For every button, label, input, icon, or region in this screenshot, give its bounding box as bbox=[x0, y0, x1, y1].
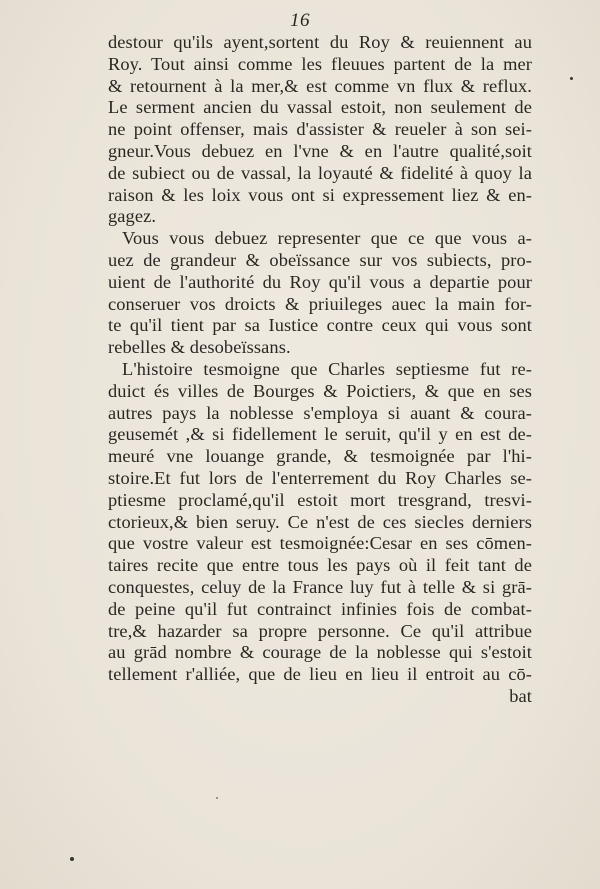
text-line: rebelles & desobeïssans. bbox=[108, 337, 291, 358]
text-line: conseruer vos droicts & priuileges auec la main for- bbox=[108, 293, 532, 314]
text-line: meuré vne louange grande, & tesmoignée par l'hi- bbox=[108, 446, 532, 467]
body-text bbox=[108, 32, 532, 708]
text-line: taires recite que entre tous les pays où il feit tant de bbox=[108, 555, 532, 576]
page-number: 16 bbox=[290, 10, 310, 31]
text-line: Roy. Tout ainsi comme les fleuues partent de la mer bbox=[108, 53, 532, 74]
text-line: tre,& hazarder sa propre personne. Ce qu'il attribue bbox=[108, 620, 532, 641]
text-line: de subiect ou de vassal, la loyauté & fidelité à quoy la bbox=[108, 162, 532, 183]
text-line: autres pays la noblesse s'employa si auant & coura- bbox=[108, 402, 532, 423]
catchword-line bbox=[108, 686, 532, 708]
text-line: raison & les loix vous ont si expressement liez & en- bbox=[108, 184, 532, 205]
text-line: stoire.Et fut lors de l'enterrement du Roy Charles se- bbox=[108, 467, 532, 488]
text-line: gagez. bbox=[108, 206, 157, 227]
text-line: que vostre valeur est tesmoignée:Cesar en ses cōmen- bbox=[108, 533, 532, 554]
text-line: au grād nombre & courage de la noblesse qui s'estoit bbox=[108, 642, 532, 663]
text-line: ctorieux,& bien seruy. Ce n'est de ces siecles derniers bbox=[108, 511, 532, 532]
text-line: ptiesme proclamé,qu'il estoit mort tresgrand, tresvi- bbox=[108, 489, 532, 510]
text-line: uient de l'authorité du Roy qu'il vous a departie pour bbox=[108, 271, 532, 292]
text-line: Vous vous debuez representer que ce que vous a- bbox=[122, 228, 532, 249]
text-line: destour qu'ils ayent,sortent du Roy & reuiennent au bbox=[108, 32, 532, 52]
catchword: bat bbox=[509, 685, 532, 706]
text-line: gneur.Vous debuez en l'vne & en l'autre qualité,soit bbox=[108, 140, 532, 161]
text-line: uez de grandeur & obeïssance sur vos subiects, pro- bbox=[108, 249, 532, 270]
text-line: geusemét ,& si fidellement le seruit, qu'il y en est de- bbox=[108, 424, 532, 445]
text-line: Le serment ancien du vassal estoit, non seulement de bbox=[108, 97, 532, 118]
text-line: ne point offenser, mais d'assister & reueler à son sei- bbox=[108, 119, 532, 140]
text-line: conquestes, celuy de la France luy fut à telle & si grā- bbox=[108, 576, 532, 597]
text-line: L'histoire tesmoigne que Charles septiesme fut re- bbox=[122, 358, 532, 379]
text-line: duict és villes de Bourges & Poictiers, & que en ses bbox=[108, 380, 532, 401]
text-line: & retournent à la mer,& est comme vn flux & reflux. bbox=[108, 75, 532, 96]
ink-speck bbox=[216, 797, 218, 799]
ink-speck bbox=[70, 857, 74, 861]
text-line: de peine qu'il fut contrainct infinies fois de combat- bbox=[108, 598, 532, 619]
ink-speck bbox=[570, 77, 573, 80]
text-line: te qu'il tient par sa Iustice contre ceux qui vous sont bbox=[108, 315, 532, 336]
text-line: tellement r'alliée, que de lieu en lieu il entroit au cō- bbox=[108, 664, 532, 685]
